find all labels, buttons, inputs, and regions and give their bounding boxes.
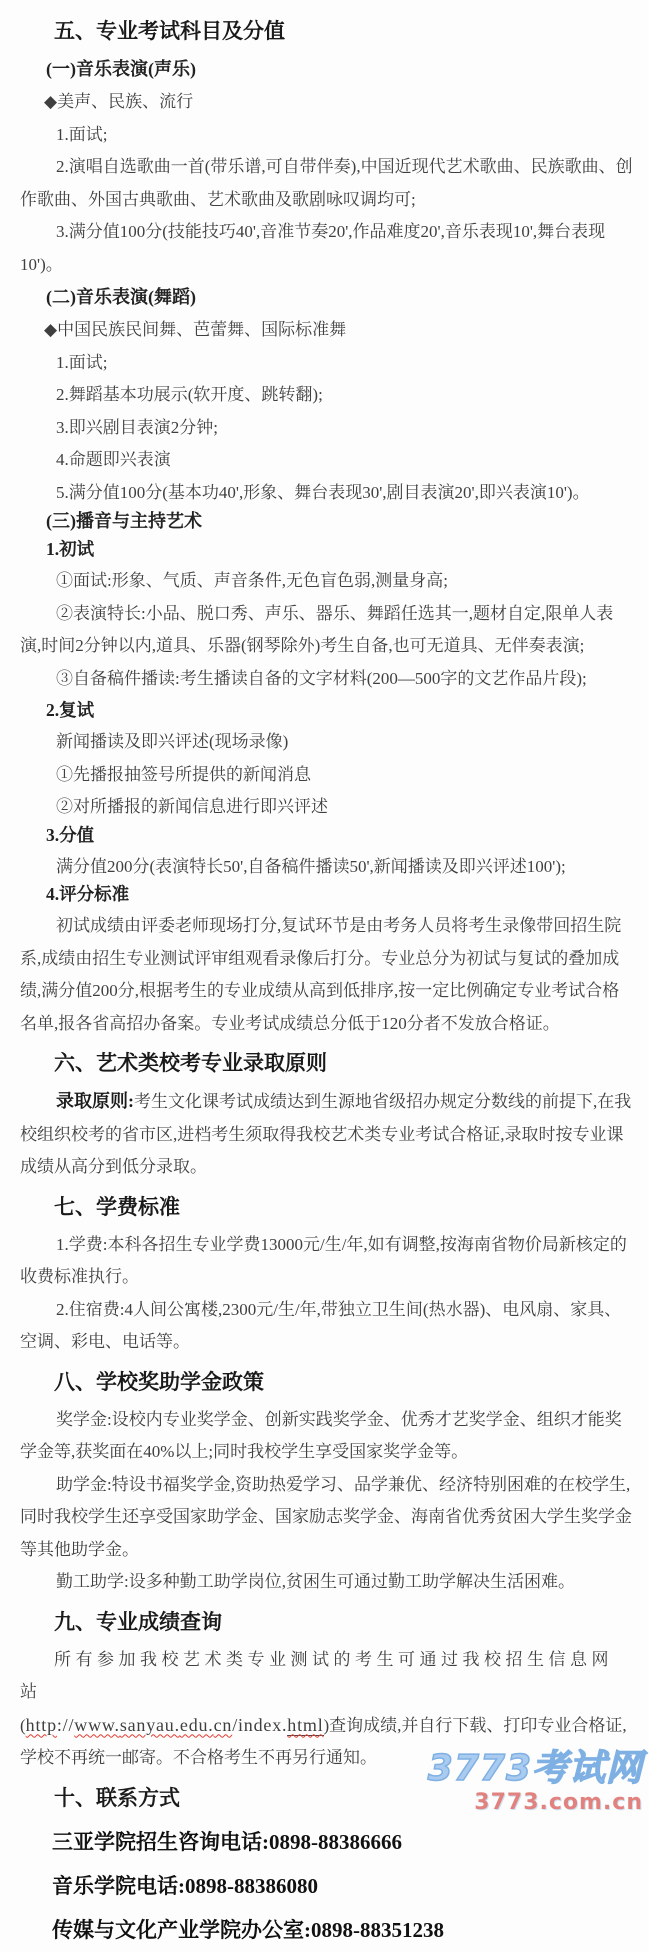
url-cn: cn — [213, 1714, 233, 1735]
broadcast-score-line: 满分值200分(表演特长50',自备稿件播读50',新闻播读及即兴评述100'); — [56, 856, 566, 876]
url-html: html — [287, 1714, 324, 1735]
dance-item-3: 3.即兴剧目表演2分钟; — [56, 417, 218, 437]
dance-item-4: 4.命题即兴表演 — [56, 450, 171, 469]
url-domain: sanyau. — [119, 1714, 180, 1735]
broadcast-subheading: (三)播音与主持艺术 — [46, 511, 202, 531]
vocal-item-3: 3.满分值100分(技能技巧40',音准节奏20',作品难度20',音乐表现10',舞台表现10')。 — [20, 222, 606, 274]
broadcast-round2-intro: 新闻播读及即兴评述(现场录像) — [56, 732, 289, 751]
vocal-item-2: 2.演唱自选歌曲一首(带乐谱,可自带伴奏),中国近现代艺术歌曲、民族歌曲、创作歌曲、外国古典歌曲、艺术歌曲及歌剧咏叹调均可; — [20, 157, 633, 209]
section-nine-heading: 九、专业成绩查询 — [54, 1609, 222, 1634]
url-path: /index. — [232, 1714, 288, 1735]
section-five-heading: 五、专业考试科目及分值 — [54, 19, 285, 43]
work-study-paragraph: 勤工助学:设多种勤工助学岗位,贫困生可通过勤工助学解决生活困难。 — [56, 1572, 575, 1591]
contact-admissions-phone: 三亚学院招生咨询电话:0898-88386666 — [52, 1829, 402, 1854]
dance-item-2: 2.舞蹈基本功展示(软开度、跳转翻); — [56, 385, 323, 404]
broadcast-round1-item-2: ②表演特长:小品、脱口秀、声乐、器乐、舞蹈任选其一,题材自定,限单人表演,时间2分钟以内,道具、乐器(钢琴除外)考生自备,也可无道具、无伴奏表演; — [20, 603, 614, 655]
broadcast-criteria-label: 4.评分标准 — [46, 884, 130, 904]
section-eight-heading: 八、学校奖助学金政策 — [54, 1369, 264, 1394]
grant-paragraph: 助学金:特设书福奖学金,资助热爱学习、品学兼优、经济特别困难的在校学生,同时我校学生还享受国家助学金、国家励志奖学金、海南省优秀贫困大学生奖学金等其他助学金。 — [20, 1474, 632, 1559]
admission-principle-paragraph — [20, 1085, 633, 1184]
watermark-site-name: 3773考试网 — [427, 1748, 643, 1789]
dance-types-line: ◆中国民族民间舞、芭蕾舞、国际标准舞 — [44, 320, 347, 339]
vocal-subheading: (一)音乐表演(声乐) — [46, 59, 196, 79]
broadcast-round1-item-1: ①面试:形象、气质、声音条件,无色盲色弱,测量身高; — [56, 571, 448, 590]
url-separator: :// — [56, 1714, 75, 1735]
score-query-after-url: )查询成绩,并自行下载、打印专业合格证,学校不再统一邮寄。不合格考生不再另行通知。 — [20, 1715, 627, 1767]
dance-item-1: 1.面试; — [56, 352, 108, 372]
section-six-heading: 六、艺术类校考专业录取原则 — [54, 1051, 327, 1075]
accommodation-paragraph: 2.住宿费:4人间公寓楼,2300元/生/年,带独立卫生间(热水器)、电风扇、家具、空调、彩电、电话等。 — [20, 1299, 622, 1351]
broadcast-round2-label: 2.复试 — [46, 700, 95, 720]
dance-item-5: 5.满分值100分(基本功40',形象、舞台表现30',剧目表演20',即兴表演10')。 — [56, 482, 590, 502]
admission-principle-lead: 录取原则: — [56, 1091, 134, 1111]
scholarship-paragraph: 奖学金:设校内专业奖学金、创新实践奖学金、优秀才艺奖学金、组织才能奖学金等,获奖面在40%以上;同时我校学生享受国家奖学金等。 — [20, 1409, 622, 1461]
watermark-site-url: 3773.com.cn — [474, 1790, 643, 1815]
dance-subheading: (二)音乐表演(舞蹈) — [46, 287, 196, 307]
contact-music-school-phone: 音乐学院电话:0898-88386080 — [52, 1873, 318, 1898]
contact-media-school-phone: 传媒与文化产业学院办公室:0898-88351238 — [52, 1917, 444, 1942]
vocal-types-line: ◆美声、民族、流行 — [44, 92, 194, 111]
score-query-url-paragraph — [20, 1709, 633, 1775]
url-open-paren: ( — [20, 1715, 26, 1735]
admission-principle-body: 考生文化课考试成绩达到生源地省级招办规定分数线的前提下,在我校组织校考的省市区,进档考生须取得我校艺术类专业考试合格证,录取时按专业课成绩从高分到低分录取。 — [20, 1092, 632, 1176]
broadcast-round2-item-1: ①先播报抽签号所提供的新闻消息 — [56, 764, 311, 784]
url-www: www. — [74, 1714, 120, 1735]
url-edu: edu. — [179, 1714, 214, 1735]
broadcast-round2-item-2: ②对所播报的新闻信息进行即兴评述 — [56, 797, 328, 816]
broadcast-round1-item-3: ③自备稿件播读:考生播读自备的文字材料(200—500字的文艺作品片段); — [56, 668, 587, 688]
broadcast-score-label: 3.分值 — [46, 824, 95, 845]
section-seven-heading: 七、学费标准 — [54, 1194, 180, 1219]
broadcast-criteria-paragraph: 初试成绩由评委老师现场打分,复试环节是由考务人员将考生录像带回招生院系,成绩由招生专业测试评审组观看录像后打分。专业总分为初试与复试的叠加成绩,满分值200分,根据考生的专业成绩从高到低排序,按一定比例确定专业考试合格名单,报各省高招办备案。专业考试成绩总分低于120分者不发放合格证。 — [20, 916, 622, 1033]
vocal-item-1: 1.面试; — [56, 124, 108, 144]
url-scheme: http — [25, 1714, 57, 1735]
score-query-intro-line: 所有参加我校艺术类专业测试的考生可通过我校招生信息网站 — [20, 1649, 613, 1701]
section-ten-heading: 十、联系方式 — [54, 1785, 180, 1810]
broadcast-round1-label: 1.初试 — [46, 539, 95, 559]
tuition-paragraph: 1.学费:本科各招生专业学费13000元/生/年,如有调整,按海南省物价局新核定的收费标准执行。 — [20, 1234, 627, 1286]
